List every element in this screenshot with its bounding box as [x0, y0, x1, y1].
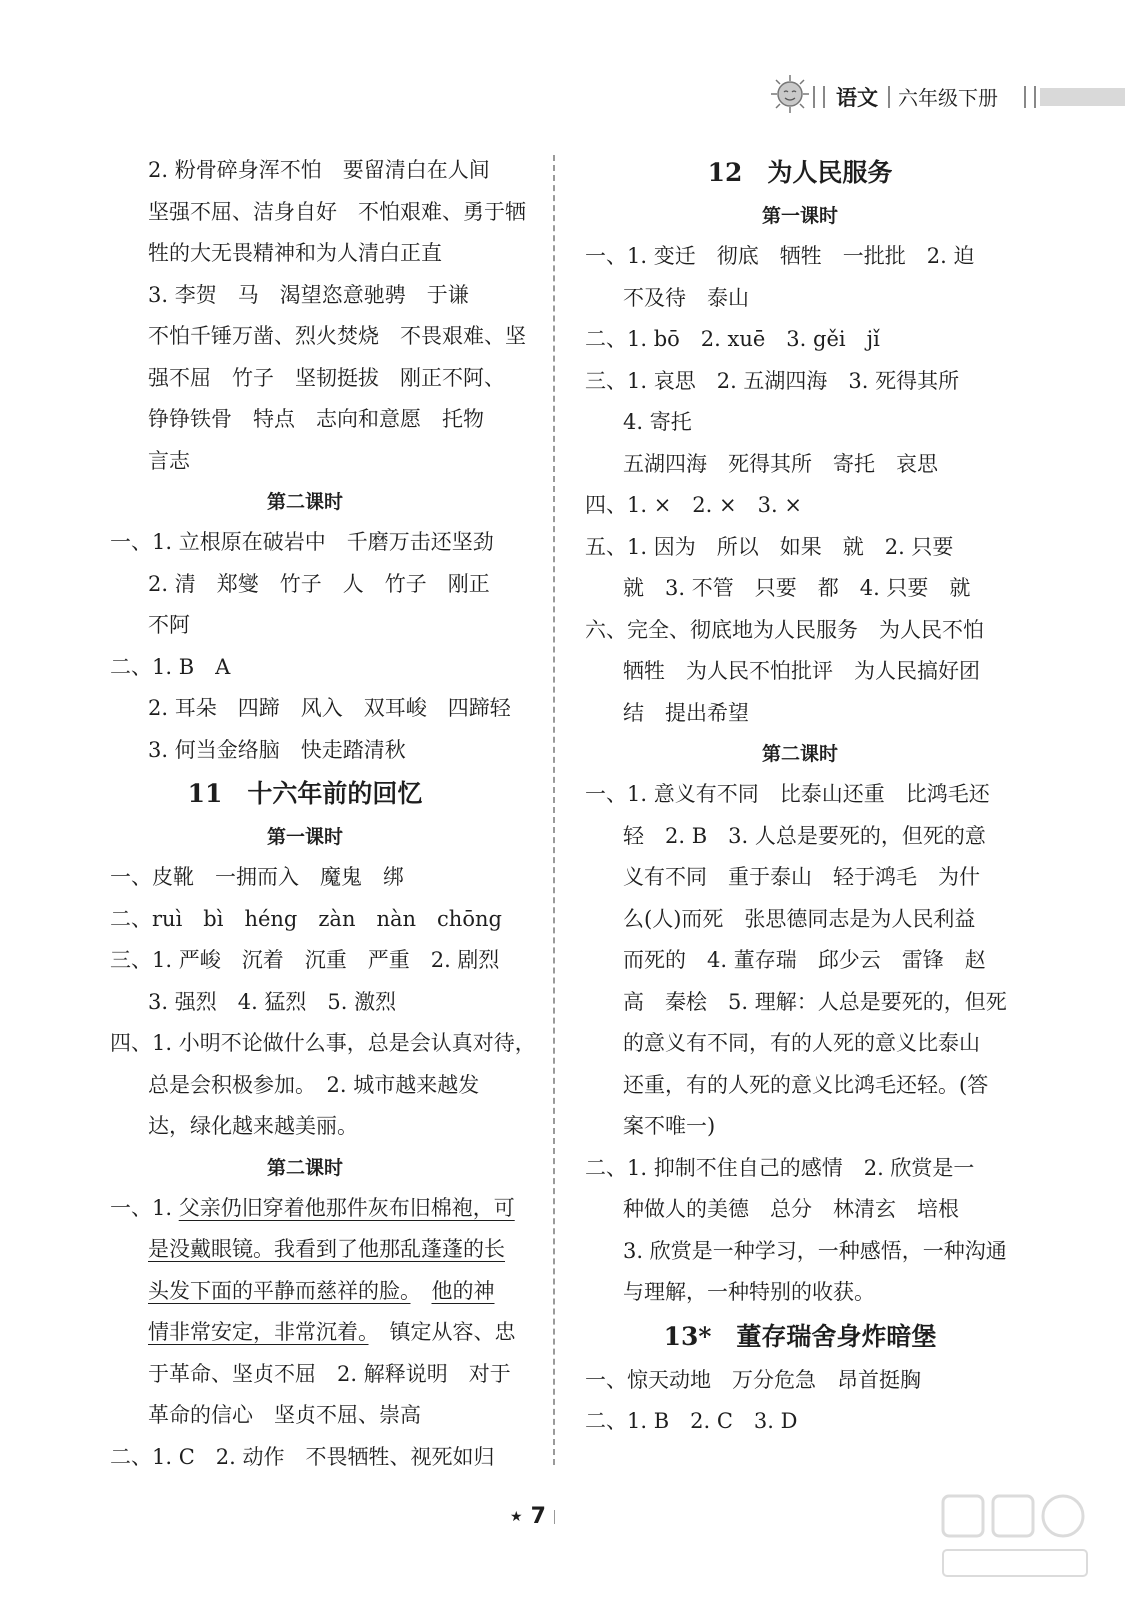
- footer-bar: [554, 1510, 555, 1524]
- answer-line: 于革命、坚贞不屈 2. 解释说明 对于: [148, 1361, 511, 1386]
- answer-line: 一、皮靴 一拥而入 魔鬼 绑: [110, 865, 404, 889]
- answer-line: 与理解，一种特别的收获。: [623, 1280, 875, 1304]
- answer-line: 还重，有的人死的意义比鸿毛还轻。(答: [623, 1072, 989, 1097]
- answer-line: 牲的大无畏精神和为人清白正直: [148, 241, 442, 265]
- watermark-logo-icon: [935, 1488, 1095, 1588]
- answer-line: [110, 1271, 500, 1313]
- answer-line: 二、1. B A: [110, 654, 231, 679]
- answer-line: 四、1. × 2. × 3. ×: [585, 493, 802, 517]
- answer-line: 强不屈 竹子 坚韧挺拔 刚正不阿、: [148, 365, 505, 390]
- gap: [411, 1279, 432, 1303]
- answer-line: 2. 耳朵 四蹄 风入 双耳峻 四蹄轻: [148, 696, 511, 720]
- answer-line: 3. 欣赏是一种学习，一种感悟，一种沟通: [623, 1238, 1007, 1263]
- underlined-quote: 他的神: [431, 1278, 495, 1303]
- answer-line: [110, 1229, 505, 1271]
- answer-line: 三、1. 哀思 2. 五湖四海 3. 死得其所: [585, 368, 960, 393]
- answer-line: 义有不同 重于泰山 轻于鸿毛 为什: [623, 865, 980, 889]
- answer-line: 高 秦桧 5. 理解：人总是要死的，但死: [623, 989, 1007, 1014]
- answer-line: 二、1. bō 2. xuē 3. gěi jǐ: [585, 327, 880, 351]
- answer-line: 3. 何当金络脑 快走踏清秋: [148, 737, 406, 762]
- answer-line: 而死的 4. 董存瑞 邱少云 雷锋 赵: [623, 948, 986, 972]
- answer-line: 一、1. 立根原在破岩中 千磨万击还坚劲: [110, 530, 494, 554]
- answer-line: 二、1. B 2. C 3. D: [585, 1409, 798, 1433]
- answer-line: [110, 1312, 516, 1354]
- answer-line: 五、1. 因为 所以 如果 就 2. 只要: [585, 534, 954, 559]
- answer-line: 五湖四海 死得其所 寄托 哀思: [623, 451, 938, 476]
- star-icon: ★: [510, 1508, 523, 1525]
- underlined-quote: 头发下面的平静而慈祥的脸。: [148, 1278, 411, 1303]
- answer-line: 4. 寄托: [623, 410, 692, 434]
- answer-line: 轻 2. B 3. 人总是要死的，但死的意: [623, 823, 986, 848]
- column-divider: [553, 155, 555, 1465]
- answer-line: 三、1. 严峻 沉着 沉重 严重 2. 剧烈: [110, 948, 500, 972]
- answer-line: 总是会积极参加。 2. 城市越来越发: [148, 1072, 480, 1097]
- header-band: [1040, 88, 1125, 106]
- answer-line: 六、完全、彻底地为人民服务 为人民不怕: [585, 617, 984, 642]
- answer-line: 就 3. 不管 只要 都 4. 只要 就: [623, 576, 971, 600]
- section-title: 第二课时: [266, 491, 343, 513]
- section-title: 第一课时: [266, 826, 343, 848]
- page-footer: [510, 1504, 555, 1529]
- question-prefix: 一、1.: [110, 1195, 179, 1220]
- lesson-title: 11 十六年前的回忆: [187, 779, 423, 808]
- header-bars-left: [813, 86, 825, 108]
- answer-line: 四、1. 小明不论做什么事，总是会认真对待，: [110, 1031, 536, 1055]
- section-title: 第一课时: [761, 205, 838, 227]
- right-column: [585, 150, 1015, 1443]
- page-number: 7: [530, 1504, 546, 1529]
- answer-line: 的意义有不同，有的人死的意义比泰山: [623, 1031, 980, 1055]
- answer-line: 革命的信心 坚贞不屈、崇高: [148, 1403, 421, 1427]
- answer-line: 结 提出希望: [623, 700, 749, 725]
- lesson-title: 12 为人民服务: [707, 158, 893, 187]
- answer-line: 达，绿化越来越美丽。: [148, 1114, 358, 1138]
- underlined-quote: 父亲仍旧穿着他那件灰布旧棉袍，可: [178, 1195, 515, 1220]
- header-subject: 语文: [836, 86, 878, 110]
- answer-line: 不及待 泰山: [623, 285, 749, 310]
- answer-line: 案不唯一): [623, 1114, 716, 1138]
- answer-line: 二、ruì bì héng zàn nàn chōng: [110, 906, 502, 931]
- page-header: [0, 74, 1125, 118]
- answer-line: 牺牲 为人民不怕批评 为人民搞好团: [623, 659, 980, 683]
- answer-line: 言志: [148, 448, 190, 473]
- answer-line: 坚强不屈、洁身自好 不怕艰难、勇于牺: [148, 199, 526, 224]
- answer-line: 3. 李贺 马 渴望恣意驰骋 于谦: [148, 282, 469, 307]
- header-grade: 六年级下册: [898, 86, 998, 110]
- answer-line: 2. 清 郑燮 竹子 人 竹子 刚正: [148, 571, 490, 596]
- underlined-quote: 是没戴眼镜。我看到了他那乱蓬蓬的长: [148, 1237, 505, 1261]
- underlined-quote: 情非常安定，非常沉着。: [148, 1320, 369, 1344]
- answer-line: [110, 1188, 515, 1230]
- sun-mascot-icon: [770, 74, 810, 114]
- answer-line: 一、1. 变迁 彻底 牺牲 一批批 2. 迫: [585, 244, 975, 268]
- answer-line: 二、1. C 2. 动作 不畏牺牲、视死如归: [110, 1444, 495, 1469]
- answer-text: 镇定从容、忠: [368, 1320, 516, 1344]
- answer-line: 不怕千锤万凿、烈火焚烧 不畏艰难、坚: [148, 324, 526, 348]
- answer-line: 么(人)而死 张思德同志是为人民利益: [623, 906, 976, 931]
- answer-line: 一、惊天动地 万分危急 昂首挺胸: [585, 1367, 921, 1392]
- answer-line: 种做人的美德 总分 林清玄 培根: [623, 1197, 959, 1221]
- answer-line: 铮铮铁骨 特点 志向和意愿 托物: [148, 407, 484, 431]
- header-separator: [888, 86, 890, 108]
- answer-line: 不阿: [148, 613, 190, 637]
- answer-line: 一、1. 意义有不同 比泰山还重 比鸿毛还: [585, 782, 990, 806]
- section-title: 第二课时: [266, 1156, 343, 1179]
- left-column: [110, 150, 536, 1478]
- section-title: 第二课时: [761, 743, 838, 765]
- answer-line: 2. 粉骨碎身浑不怕 要留清白在人间: [148, 158, 490, 182]
- answer-line: 二、1. 抑制不住自己的感情 2. 欣赏是一: [585, 1155, 975, 1180]
- answer-line: 3. 强烈 4. 猛烈 5. 激烈: [148, 989, 397, 1014]
- lesson-title: 13* 董存瑞舍身炸暗堡: [663, 1321, 937, 1351]
- header-bars-right: [1024, 86, 1036, 108]
